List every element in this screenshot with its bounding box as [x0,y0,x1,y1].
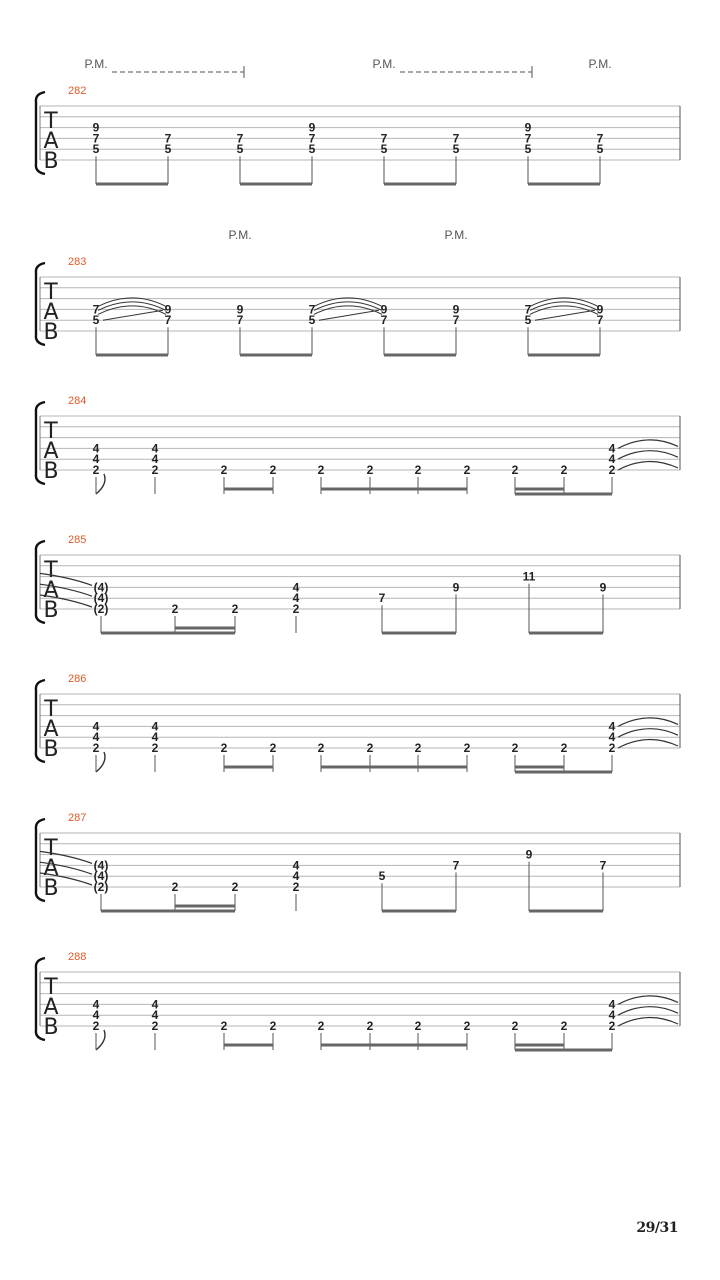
fret-number: 4 [92,719,100,734]
tab-clef-letter: A [43,717,59,742]
fret-number: 9 [452,302,460,317]
fret-number: 7 [164,313,172,328]
fret-number: 7 [380,131,388,146]
fret-number: 2 [151,741,159,755]
tab-system-283 [36,228,680,355]
fret-number: 2 [231,880,239,894]
fret-number: 7 [236,313,244,328]
tab-clef-letter: T [44,109,58,134]
fret-number: 2 [220,463,228,477]
fret-number: 4 [92,452,100,467]
fret-number: 7 [524,131,532,146]
tab-clef-letter: B [43,320,59,345]
tab-system-284 [36,395,680,494]
tie-out-arc [618,729,678,738]
fret-number: 4 [608,452,616,467]
fret-number: 4 [92,997,100,1012]
fret-number: 2 [511,1019,519,1033]
fret-number: 4 [292,591,300,606]
fret-number: 2 [92,1019,100,1033]
tab-clef-letter: B [43,598,59,623]
fret-number: (4) [93,580,109,595]
fret-number: 9 [92,120,100,135]
tab-clef-letter: B [43,149,59,174]
fret-number: 9 [524,120,532,135]
fret-number: 4 [608,441,616,456]
slur-arc [98,306,166,315]
tab-clef-letter: A [43,995,59,1020]
fret-number: 5 [236,142,244,157]
slur-arc [314,306,382,315]
tab-clef-letter: A [43,856,59,881]
tie-out-arc [618,739,678,748]
fret-number: 9 [236,302,244,317]
fret-number: 2 [414,1019,422,1033]
fret-number: 7 [524,302,532,317]
fret-number: 4 [151,997,159,1012]
fret-number: 7 [599,858,607,873]
tab-clef-letter: T [44,975,58,1000]
fret-number: 11 [522,569,536,584]
fret-number: 4 [151,1008,159,1023]
fret-number: 2 [608,463,616,477]
fret-number: 4 [92,1008,100,1023]
fret-number: 2 [608,741,616,755]
fret-number: 2 [366,741,374,755]
fret-number: 4 [151,452,159,467]
fret-number: 4 [151,441,159,456]
fret-number: 5 [452,142,460,157]
fret-number: 5 [308,313,316,328]
tab-system-288 [36,951,680,1050]
fret-number: 4 [608,730,616,745]
measure-number: 288 [68,951,87,963]
tab-clef-letter: T [44,697,58,722]
tab-system-286 [36,673,680,772]
fret-number: 9 [164,302,172,317]
tab-system-287 [36,812,680,911]
tie-out-arc [618,440,678,449]
page-number: 29/31 [636,1220,678,1236]
fret-number: 2 [414,463,422,477]
palm-mute-label: P.M. [444,228,468,242]
fret-number: 2 [292,602,300,616]
tab-system-285 [36,534,680,633]
fret-number: 4 [292,580,300,595]
fret-number: (4) [93,591,109,606]
fret-number: 2 [511,463,519,477]
fret-number: 2 [92,741,100,755]
fret-number: 5 [164,142,172,157]
palm-mute-label: P.M. [84,57,108,71]
tie-out-arc [618,1017,678,1026]
fret-number: 2 [269,741,277,755]
fret-number: 2 [269,463,277,477]
fret-number: 2 [220,741,228,755]
fret-number: 7 [596,313,604,328]
fret-number: 2 [317,741,325,755]
fret-number: 2 [560,741,568,755]
fret-number: (4) [93,869,109,884]
palm-mute-label: P.M. [372,57,396,71]
tie-out-arc [618,461,678,470]
measure-number: 284 [68,395,87,407]
fret-number: 2 [463,463,471,477]
fret-number: 7 [596,131,604,146]
fret-number: 7 [164,131,172,146]
fret-number: 7 [92,302,100,317]
grace-curve [96,1030,105,1050]
fret-number: 4 [151,719,159,734]
fret-number: 4 [92,730,100,745]
fret-number: (2) [93,880,109,894]
fret-number: 2 [560,1019,568,1033]
palm-mute-label: P.M. [588,57,612,71]
fret-number: 4 [292,869,300,884]
tab-clef-letter: A [43,578,59,603]
fret-number: 2 [269,1019,277,1033]
slide-line [319,310,379,320]
measure-number: 282 [68,85,87,97]
tab-clef-letter: B [43,737,59,762]
fret-number: 7 [378,591,386,606]
tie-out-arc [618,996,678,1005]
tab-clef-letter: T [44,419,58,444]
tab-clef-letter: T [44,836,58,861]
fret-number: 2 [366,463,374,477]
tab-clef-letter: T [44,280,58,305]
fret-number: 9 [596,302,604,317]
fret-number: 2 [92,463,100,477]
fret-number: 7 [92,131,100,146]
fret-number: 7 [236,131,244,146]
fret-number: 9 [525,847,533,862]
fret-number: 2 [608,1019,616,1033]
fret-number: 5 [524,142,532,157]
palm-mute-label: P.M. [228,228,252,242]
fret-number: 9 [452,580,460,595]
fret-number: 9 [308,120,316,135]
fret-number: 2 [151,463,159,477]
tie-out-arc [618,1007,678,1016]
fret-number: 2 [171,880,179,894]
fret-number: 2 [317,1019,325,1033]
tie-out-arc [618,718,678,727]
slur-arc [530,306,598,315]
grace-curve [96,474,105,494]
fret-number: 5 [524,313,532,328]
fret-number: 2 [511,741,519,755]
fret-number: 4 [608,1008,616,1023]
tab-clef-letter: A [43,129,59,154]
tab-clef-letter: B [43,459,59,484]
fret-number: 5 [378,869,386,884]
fret-number: 5 [596,142,604,157]
fret-number: 7 [308,302,316,317]
tab-clef-letter: T [44,558,58,583]
measure-number: 287 [68,812,87,824]
tab-clef-letter: A [43,300,59,325]
fret-number: 9 [599,580,607,595]
tab-clef-letter: A [43,439,59,464]
tab-system-282 [36,57,680,184]
measure-number: 283 [68,256,87,268]
fret-number: 4 [92,441,100,456]
tab-clef-letter: B [43,1015,59,1040]
fret-number: 4 [608,997,616,1012]
fret-number: 7 [452,858,460,873]
grace-curve [96,752,105,772]
fret-number: 4 [608,719,616,734]
fret-number: 2 [317,463,325,477]
measure-number: 286 [68,673,87,685]
fret-number: 4 [151,730,159,745]
fret-number: 7 [308,131,316,146]
slide-line [535,310,595,320]
fret-number: 2 [292,880,300,894]
fret-number: 5 [308,142,316,157]
fret-number: 2 [151,1019,159,1033]
slide-line [103,310,163,320]
fret-number: 2 [414,741,422,755]
measure-number: 285 [68,534,87,546]
fret-number: 2 [463,741,471,755]
fret-number: 7 [452,313,460,328]
fret-number: 2 [231,602,239,616]
fret-number: 2 [560,463,568,477]
tie-out-arc [618,451,678,460]
fret-number: 2 [171,602,179,616]
fret-number: 4 [292,858,300,873]
fret-number: 9 [380,302,388,317]
fret-number: 7 [452,131,460,146]
fret-number: 2 [366,1019,374,1033]
fret-number: 2 [220,1019,228,1033]
fret-number: 5 [92,142,100,157]
tab-clef-letter: B [43,876,59,901]
fret-number: 5 [380,142,388,157]
fret-number: (2) [93,602,109,616]
fret-number: 5 [92,313,100,328]
fret-number: 7 [380,313,388,328]
fret-number: (4) [93,858,109,873]
fret-number: 2 [463,1019,471,1033]
